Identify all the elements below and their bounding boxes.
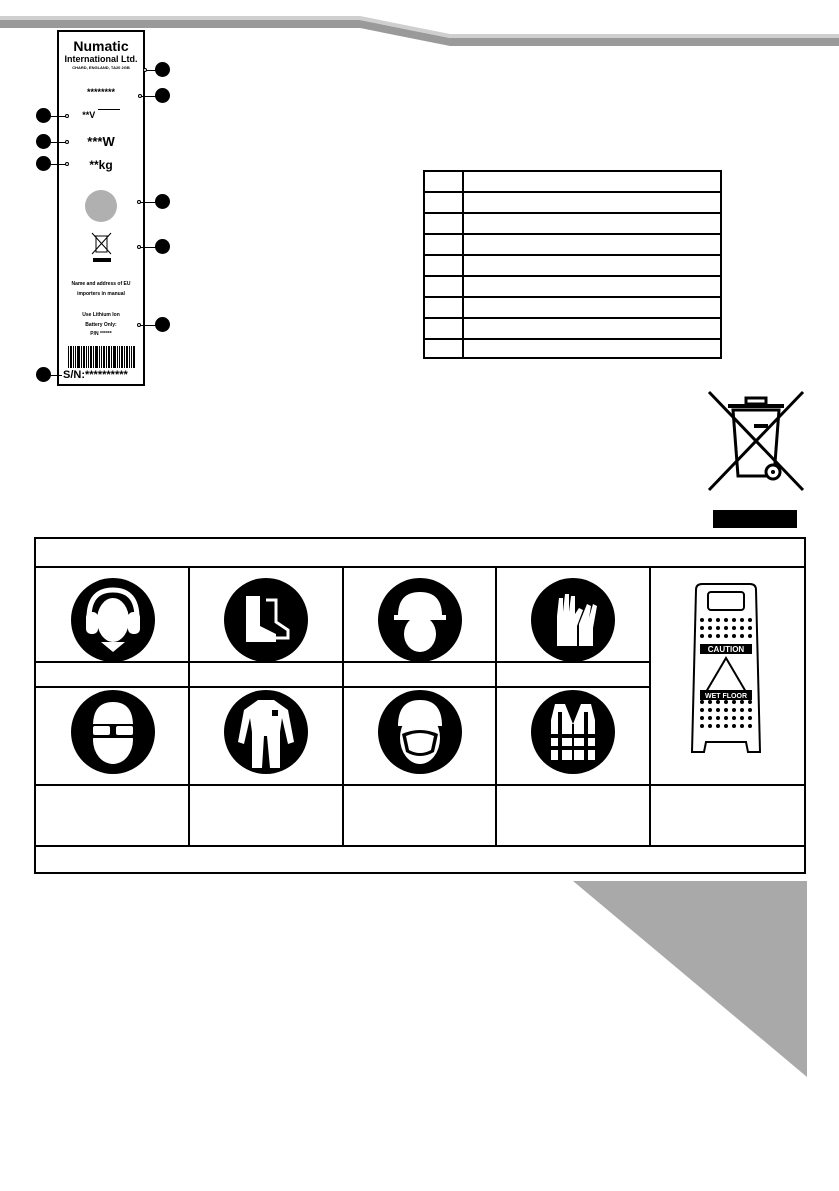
callout-marker xyxy=(155,317,170,332)
leader-dot xyxy=(137,245,141,249)
gloves-icon xyxy=(531,578,615,662)
ppe-col-line xyxy=(649,566,651,845)
voltage-text: **V xyxy=(82,110,96,120)
key-table xyxy=(423,170,722,359)
callout-marker xyxy=(36,156,51,171)
importer-note-2: importers in manual xyxy=(77,291,125,297)
face-mask-icon xyxy=(378,690,462,774)
key-table-row xyxy=(425,254,720,256)
callout-marker xyxy=(155,239,170,254)
rating-label xyxy=(57,30,145,386)
company-address: CHARD, ENGLAND, TA20 2GB xyxy=(72,65,130,70)
serial-number: S/N:********** xyxy=(63,369,128,381)
callout-marker xyxy=(155,62,170,77)
wet-floor-sign-icon xyxy=(686,582,766,772)
leader-line xyxy=(50,164,66,165)
eye-protection-icon xyxy=(71,690,155,774)
grey-circle-mark xyxy=(85,190,117,222)
callout-marker xyxy=(36,108,51,123)
ppe-col-line xyxy=(495,566,497,845)
importer-note-1: Name and address of EU xyxy=(71,281,131,287)
company-subname: International Ltd. xyxy=(64,54,138,64)
battery-note-3: P/N ****** xyxy=(90,331,112,337)
leader-line xyxy=(50,375,62,376)
callout-marker xyxy=(36,367,51,382)
barcode-icon xyxy=(68,346,136,368)
wattage-value: ***W xyxy=(87,134,115,149)
model-number: ******** xyxy=(86,87,116,97)
battery-note-2: Battery Only: xyxy=(85,322,117,328)
key-table-row xyxy=(425,212,720,214)
leader-dot xyxy=(137,323,141,327)
leader-dot xyxy=(143,68,147,72)
leader-line xyxy=(140,202,156,203)
dc-symbol-icon xyxy=(98,109,120,116)
key-table-row xyxy=(425,296,720,298)
sign-caution-text: CAUTION xyxy=(707,645,745,654)
ppe-col-line xyxy=(188,566,190,845)
leader-line xyxy=(140,247,156,248)
weee-bin-icon xyxy=(706,390,806,530)
voltage-value xyxy=(59,110,143,120)
safety-boots-icon xyxy=(224,578,308,662)
leader-dot xyxy=(137,200,141,204)
leader-dot xyxy=(138,94,142,98)
callout-marker xyxy=(155,88,170,103)
company-name: Numatic xyxy=(73,38,129,54)
hard-hat-icon xyxy=(378,578,462,662)
ppe-header-line xyxy=(36,566,804,568)
ppe-row-line xyxy=(36,784,804,786)
leader-dot xyxy=(65,162,69,166)
weee-small-icon xyxy=(89,232,115,264)
key-table-row xyxy=(425,275,720,277)
battery-note-1: Use Lithium Ion xyxy=(82,312,120,318)
sign-wet-floor-text: WET FLOOR xyxy=(705,693,747,700)
key-table-divider xyxy=(462,172,464,357)
callout-marker xyxy=(155,194,170,209)
leader-line xyxy=(140,325,156,326)
leader-line xyxy=(50,116,66,117)
ppe-footer-line xyxy=(36,845,804,847)
key-table-row xyxy=(425,338,720,340)
key-table-row xyxy=(425,317,720,319)
leader-line xyxy=(50,142,66,143)
ear-protection-icon xyxy=(71,578,155,662)
leader-dot xyxy=(65,114,69,118)
hi-vis-vest-icon xyxy=(531,690,615,774)
key-table-row xyxy=(425,233,720,235)
leader-dot xyxy=(65,140,69,144)
overalls-icon xyxy=(224,690,308,774)
key-table-row xyxy=(425,191,720,193)
weight-value: **kg xyxy=(89,158,113,172)
callout-marker xyxy=(36,134,51,149)
ppe-col-line xyxy=(342,566,344,845)
corner-triangle xyxy=(573,881,807,1077)
